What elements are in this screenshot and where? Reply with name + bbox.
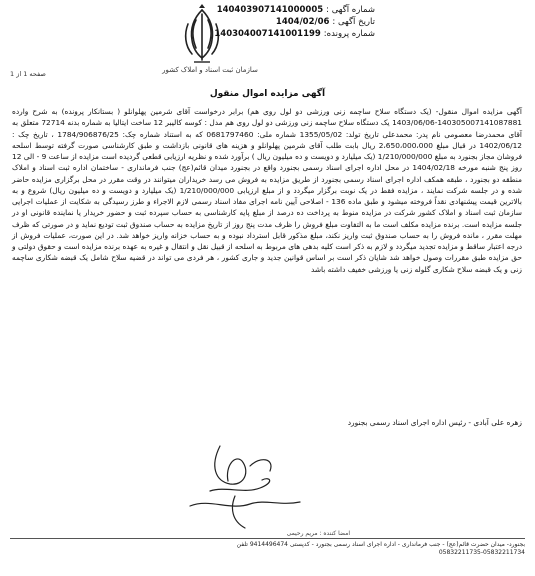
document-body: آگهی مزایده اموال منقول- (یک دستگاه سلاح ساچمه زنی ورزشی دو لول روی هم) برابر درخواست آقای شرمین پهلوانلو ( بستانکار پرونده) به شرح وارده 140305007141087881-1403/06/06 یک دستگاه سلاح ساچمه زنی ورزشی دو لول روی هم مدل : کوسه کالیبر 12 ساخت ایتالیا به شماره بدنه 72714 متعلق به آقای محمدرضا معصومی نام پدر: محمدعلی تاریخ تولد: 1355/05/02 شماره ملی: 0681797460 که به استناد شماره چک: 1784/906876/25 ، تاریخ چک : 1402/06/12 در قبال مبلغ 2،650،000،000 ریال بابت طلب آقای شرمین پهلوانلو و هزینه های قانونی بازداشت و طبق کارشناسی صورت گرفته توسط اسلحه فروشان مجاز بجنورد به مبلغ 1/210/000/000 (یک میلیارد و دویست و ده میلیون ریال ) برآورد شده و نظریه ارزیابی قطعی گردیده است مزایده از ساعت 9 - الی 12 روز پنج شنبه مورخه 1404/02/18 در محل اداره اجرای اسناد رسمی بجنورد واقع در بجنورد میدان قائم(عج) جنب فرمانداری - ساختمان اداره ثبت اسناد و املاک منطقه دو بجنورد ، طبقه همکف اداره اجرای اسناد رسمی بجنورد از طریق مزایده به فروش می رسد خریداران میتوانند در وقت مقرر در محل برگزاری مزایده حاضر شده و در جلسه شرکت نمایند ، مزایده فقط در یک نوبت برگزار میگردد و از مبلغ ارزیابی 1/210/000/000 (یک میلیارد و دویست و ده میلیون ریال) شروع و به بالاترین قیمت پیشنهادی نقداً فروخته میشود و طبق ماده 136 - اصلاحی آیین نامه اجرای مفاد اسناد رسمی لازم الاجراء و طرز رسیدگی به شکایت از عملیات اجرایی سازمان ثبت اسناد و املاک کشور شرکت در مزایده منوط به پرداخت ده درصد از مبلغ پایه کارشناسی به حساب سپرده ثبت و حضور خریدار یا نماینده قانونی او در جلسه مزایده است. برنده مزایده مکلف است ما به التفاوت مبلغ فروش را ظرف مدت پنج روز از تاریخ مزایده به حساب صندوق ثبت تودیع نماید و در صورتی که ظرف مهلت مقرر ، مانده فروش را به حساب صندوق ثبت واریز نکند، مبلغ مذکور قابل استرداد نبوده و به حساب خزانه واریز خواهد شد. در این صورت، عملیات فروش از درجه اعتبار ساقط و مزایده تجدید میگردد و لازم به ذکر است کلیه بدهی های مربوط به اسلحه از قبیل نقل و انتقال و غیره به عهده برنده مزایده است و حقوق دولتی و حق مزایده طبق مقررات وصول خواهد شد شایان ذکر است بر اساس قوانین جدید و جاری کشور ، هر فردی می تواند در قضیه سلاح شامل یک قبضه شکاری ساچمه زنی و یک قبضه سلاح شکاری گلوله زنی یا ورزشی خفیف داشته باشد xyxy=(12,107,522,274)
ad-date-label: تاریخ آگهی : xyxy=(332,17,375,27)
handwritten-signature xyxy=(150,436,340,536)
file-number-row xyxy=(214,28,375,40)
signed-by: امضا کننده : مریم رحیمی xyxy=(286,530,350,537)
org-name: سازمان ثبت اسناد و املاک کشور xyxy=(162,66,258,74)
file-number-label: شماره پرونده: xyxy=(323,29,375,39)
file-number: 140304007141001199 xyxy=(214,29,321,39)
footer-divider xyxy=(10,538,525,539)
ad-number-label: شماره آگهی : xyxy=(326,5,375,15)
ad-date-row xyxy=(214,16,375,28)
signer-line: زهره علی آبادی - رئیس اداره اجرای اسناد رسمی بجنورد xyxy=(347,418,522,427)
footer xyxy=(10,541,525,557)
ad-date: 1404/02/06 xyxy=(275,17,330,27)
page-number: صفحه 1 از 1 xyxy=(10,70,46,78)
ad-meta xyxy=(214,4,375,40)
ad-number: 140403907141000005 xyxy=(216,5,324,15)
footer-address: بجنورد- میدان حضرت قائم(عج) - جنب فرمانداری - اداره اجرای اسناد رسمی بجنورد - کدپستی 9414496474 تلفن xyxy=(236,541,525,548)
ad-number-row xyxy=(214,4,375,16)
footer-phones: 05832211735-05832211734 xyxy=(438,549,525,556)
document-title: آگهی مزایده اموال منقول xyxy=(209,89,326,99)
